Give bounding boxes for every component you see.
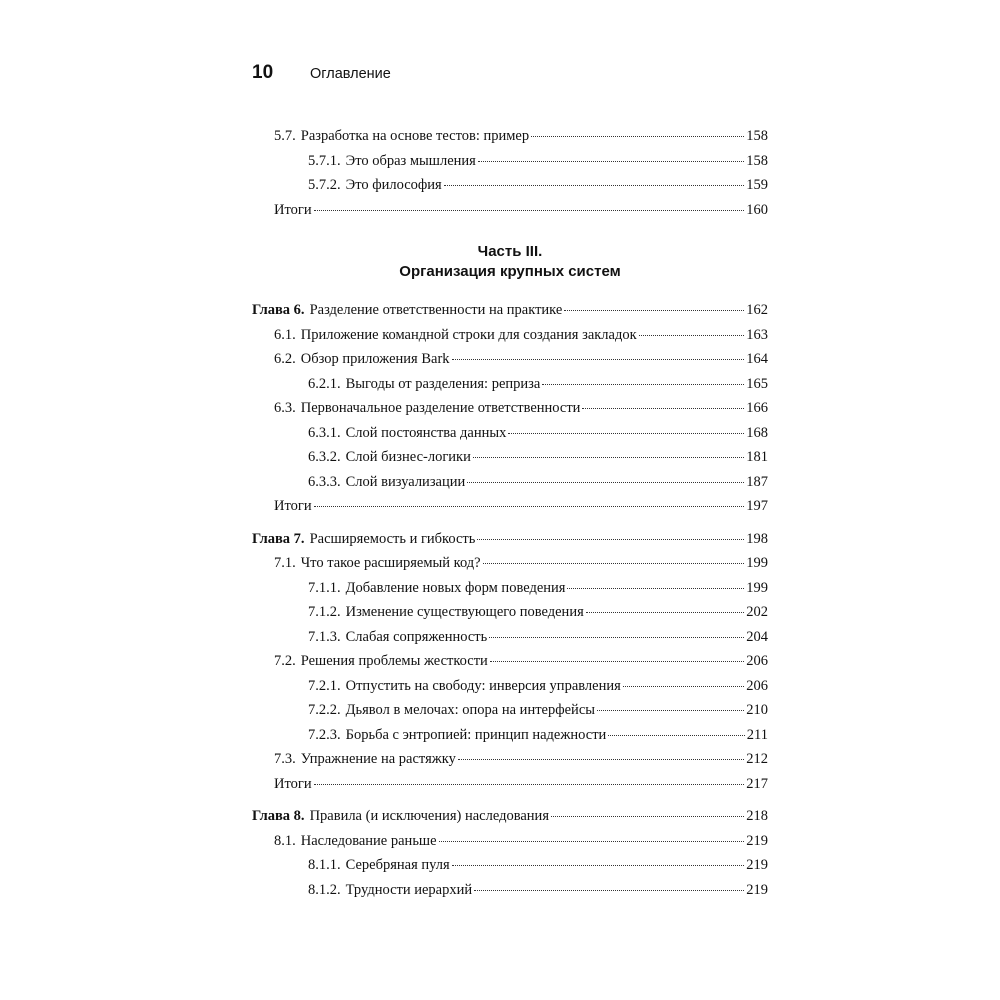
toc-entry bbox=[252, 421, 768, 446]
entry-title: Отпустить на свободу: инверсия управления bbox=[345, 677, 621, 694]
toc-entry bbox=[252, 347, 768, 372]
entry-page: 163 bbox=[746, 326, 768, 343]
entry-number: 7.2.1. bbox=[308, 677, 341, 694]
toc-entry bbox=[252, 396, 768, 421]
dot-leader bbox=[477, 539, 744, 540]
entry-title: Борьба с энтропией: принцип надежности bbox=[345, 726, 607, 743]
entry-page: 218 bbox=[746, 808, 768, 824]
entry-page: 210 bbox=[746, 702, 768, 718]
entry-title: Наследование раньше bbox=[300, 832, 437, 849]
entry-number: 6.3.3. bbox=[308, 473, 341, 490]
entry-number: 7.1.2. bbox=[308, 604, 341, 620]
entry-title: Дьявол в мелочах: опора на интерфейсы bbox=[345, 702, 595, 718]
toc-chapter bbox=[252, 527, 768, 552]
dot-leader bbox=[567, 588, 744, 589]
entry-number: 6.2. bbox=[274, 351, 296, 367]
entry-title: Итоги bbox=[274, 498, 312, 514]
entry-page: 212 bbox=[746, 751, 768, 767]
toc-entry bbox=[252, 698, 768, 723]
dot-leader bbox=[444, 185, 745, 186]
dot-leader bbox=[439, 841, 745, 842]
dot-leader bbox=[474, 890, 744, 891]
entry-number: 7.2.2. bbox=[308, 702, 341, 718]
toc-entry bbox=[252, 323, 768, 348]
toc-entry bbox=[252, 470, 768, 495]
dot-leader bbox=[564, 310, 744, 311]
toc-part-three bbox=[252, 298, 768, 902]
dot-leader bbox=[314, 210, 745, 211]
entry-page: 166 bbox=[746, 400, 768, 416]
dot-leader bbox=[467, 482, 744, 483]
running-title: Оглавление bbox=[310, 66, 391, 82]
entry-title: Это образ мышления bbox=[345, 152, 476, 169]
entry-number: 7.3. bbox=[274, 751, 296, 767]
toc-entry bbox=[252, 674, 768, 699]
dot-leader bbox=[582, 408, 744, 409]
entry-page: 159 bbox=[746, 177, 768, 193]
entry-number: 8.1. bbox=[274, 832, 296, 849]
entry-title: Выгоды от разделения: реприза bbox=[345, 375, 541, 392]
dot-leader bbox=[597, 710, 744, 711]
entry-number: 7.1. bbox=[274, 555, 296, 571]
entry-number: 6.3.2. bbox=[308, 449, 341, 465]
entry-page: 198 bbox=[746, 530, 768, 547]
entry-page: 181 bbox=[746, 449, 768, 465]
entry-page: 199 bbox=[746, 555, 768, 571]
entry-title: Слабая сопряженность bbox=[345, 628, 488, 645]
chapter-label: Глава 8. bbox=[252, 808, 305, 824]
entry-page: 162 bbox=[746, 302, 768, 318]
entry-title: Трудности иерархий bbox=[345, 881, 473, 898]
entry-title: Серебряная пуля bbox=[345, 857, 450, 873]
entry-title: Итоги bbox=[274, 201, 312, 218]
part-heading bbox=[252, 242, 768, 282]
entry-page: 160 bbox=[746, 201, 768, 218]
entry-page: 204 bbox=[746, 628, 768, 645]
entry-page: 165 bbox=[746, 375, 768, 392]
toc-chapter bbox=[252, 804, 768, 829]
entry-title: Слой визуализации bbox=[345, 473, 466, 490]
entry-page: 206 bbox=[746, 653, 768, 669]
entry-number: 7.2.3. bbox=[308, 726, 341, 743]
entry-page: 187 bbox=[746, 473, 768, 490]
entry-title: Расширяемость и гибкость bbox=[309, 530, 476, 547]
entry-number: 8.1.2. bbox=[308, 881, 341, 898]
entry-page: 219 bbox=[746, 832, 768, 849]
toc-entry bbox=[252, 625, 768, 650]
dot-leader bbox=[551, 816, 744, 817]
entry-page: 211 bbox=[746, 726, 768, 743]
entry-number: 5.7.2. bbox=[308, 177, 341, 193]
entry-number: 5.7. bbox=[274, 128, 296, 144]
toc-entry bbox=[252, 829, 768, 854]
toc-entry bbox=[252, 878, 768, 903]
entry-number: 6.1. bbox=[274, 326, 296, 343]
entry-title: Слой постоянства данных bbox=[345, 424, 507, 441]
entry-title: Слой бизнес-логики bbox=[345, 449, 471, 465]
entry-title: Разработка на основе тестов: пример bbox=[300, 128, 530, 144]
entry-page: 219 bbox=[746, 857, 768, 873]
toc-entry bbox=[252, 747, 768, 772]
entry-title: Упражнение на растяжку bbox=[300, 751, 456, 767]
toc-entry bbox=[252, 600, 768, 625]
dot-leader bbox=[623, 686, 744, 687]
entry-number: 8.1.1. bbox=[308, 857, 341, 873]
entry-title: Первоначальное разделение ответственности bbox=[300, 400, 581, 416]
entry-title: Итоги bbox=[274, 775, 312, 792]
entry-title: Что такое расширяемый код? bbox=[300, 555, 481, 571]
dot-leader bbox=[639, 335, 745, 336]
entry-title: Разделение ответственности на практике bbox=[309, 302, 563, 318]
entry-title: Решения проблемы жесткости bbox=[300, 653, 488, 669]
entry-page: 202 bbox=[746, 604, 768, 620]
dot-leader bbox=[489, 637, 744, 638]
toc-entry bbox=[252, 173, 768, 198]
dot-leader bbox=[483, 563, 745, 564]
toc-entry bbox=[252, 772, 768, 797]
dot-leader bbox=[542, 384, 744, 385]
entry-number: 7.1.3. bbox=[308, 628, 341, 645]
entry-page: 158 bbox=[746, 128, 768, 144]
toc-entry bbox=[252, 649, 768, 674]
dot-leader bbox=[508, 433, 744, 434]
toc-entry bbox=[252, 853, 768, 878]
entry-title: Правила (и исключения) наследования bbox=[309, 808, 549, 824]
entry-page: 168 bbox=[746, 424, 768, 441]
dot-leader bbox=[608, 735, 744, 736]
entry-page: 197 bbox=[746, 498, 768, 514]
entry-title: Это философия bbox=[345, 177, 442, 193]
toc-entry bbox=[252, 198, 768, 223]
toc-entry bbox=[252, 576, 768, 601]
running-head bbox=[252, 62, 391, 84]
dot-leader bbox=[478, 161, 744, 162]
entry-page: 217 bbox=[746, 775, 768, 792]
entry-number: 5.7.1. bbox=[308, 152, 341, 169]
entry-number: 7.1.1. bbox=[308, 579, 341, 596]
dot-leader bbox=[531, 136, 744, 137]
entry-number: 6.3. bbox=[274, 400, 296, 416]
part-title: Организация крупных систем bbox=[399, 263, 621, 280]
dot-leader bbox=[314, 506, 745, 507]
entry-number: 7.2. bbox=[274, 653, 296, 669]
entry-page: 219 bbox=[746, 881, 768, 898]
dot-leader bbox=[490, 661, 744, 662]
chapter-label: Глава 6. bbox=[252, 302, 305, 318]
toc-continuation bbox=[252, 124, 768, 222]
entry-title: Добавление новых форм поведения bbox=[345, 579, 566, 596]
page-number: 10 bbox=[252, 62, 274, 83]
dot-leader bbox=[452, 359, 745, 360]
entry-page: 158 bbox=[746, 152, 768, 169]
entry-number: 6.2.1. bbox=[308, 375, 341, 392]
toc-entry bbox=[252, 372, 768, 397]
dot-leader bbox=[586, 612, 745, 613]
toc-entry bbox=[252, 445, 768, 470]
entry-title: Обзор приложения Bark bbox=[300, 351, 450, 367]
dot-leader bbox=[458, 759, 744, 760]
dot-leader bbox=[452, 865, 745, 866]
part-label: Часть III. bbox=[477, 243, 543, 260]
chapter-label: Глава 7. bbox=[252, 530, 305, 547]
entry-page: 199 bbox=[746, 579, 768, 596]
entry-page: 164 bbox=[746, 351, 768, 367]
entry-page: 206 bbox=[746, 677, 768, 694]
dot-leader bbox=[473, 457, 744, 458]
toc-entry bbox=[252, 124, 768, 149]
toc-entry bbox=[252, 723, 768, 748]
toc-entry bbox=[252, 551, 768, 576]
toc-entry bbox=[252, 149, 768, 174]
toc-entry bbox=[252, 494, 768, 519]
entry-title: Приложение командной строки для создания закладок bbox=[300, 326, 637, 343]
dot-leader bbox=[314, 784, 745, 785]
entry-number: 6.3.1. bbox=[308, 424, 341, 441]
entry-title: Изменение существующего поведения bbox=[345, 604, 584, 620]
toc-chapter bbox=[252, 298, 768, 323]
